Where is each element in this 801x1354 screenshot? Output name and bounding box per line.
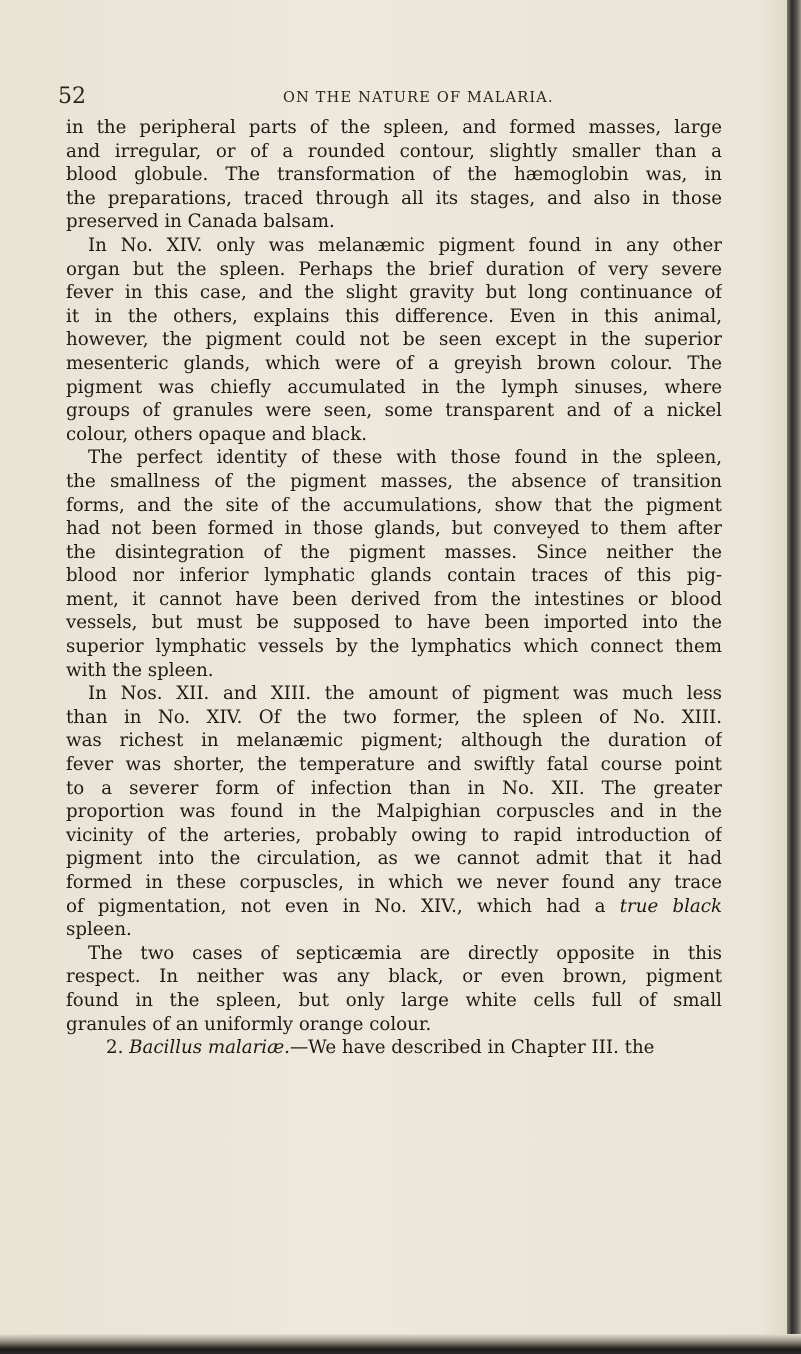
- text-line: forms, and the site of the accumulations, show that the pigment: [66, 494, 722, 516]
- text-line: the preparations, traced through all its stages, and also in those: [66, 187, 722, 209]
- page-right-edge-shadow: [787, 0, 801, 1354]
- section-title: Bacillus malariæ.: [129, 1037, 290, 1059]
- section-heading-line: [66, 1036, 722, 1060]
- text-line: blood nor inferior lymphatic glands contain traces of this pig-: [66, 565, 722, 587]
- text-line: superior lymphatic vessels by the lymphatics which connect them: [66, 636, 722, 658]
- text-line: In Nos. XII. and XIII. the amount of pigment was much less: [88, 683, 722, 705]
- text-line: mesenteric glands, which were of a greyish brown colour. The: [66, 352, 722, 374]
- section-rest: —We have described in Chapter III. the: [289, 1037, 655, 1059]
- text-line: in the peripheral parts of the spleen, and formed masses, large: [66, 117, 722, 138]
- text-line: the disintegration of the pigment masses. Since neither the: [66, 541, 722, 563]
- text-line: had not been formed in those glands, but conveyed to them after: [66, 518, 722, 540]
- text-line: The perfect identity of these with those found in the spleen,: [88, 447, 722, 469]
- text-line: groups of granules were seen, some transparent and of a nickel: [66, 400, 722, 422]
- section-number: 2.: [106, 1037, 124, 1059]
- text-line: the smallness of the pigment masses, the absence of transition: [66, 470, 722, 492]
- text-line: fever was shorter, the temperature and swiftly fatal course point: [66, 754, 722, 776]
- text-line: however, the pigment could not be seen except in the superior: [66, 329, 722, 351]
- text-line: found in the spleen, but only large white cells full of small: [66, 989, 722, 1011]
- text-fragment: of pigmentation, not even in No. XIV., which had a: [66, 895, 606, 917]
- text-line: with the spleen.: [66, 659, 214, 681]
- text-line: was richest in melanæmic pigment; although the duration of: [66, 730, 722, 752]
- text-line: pigment was chiefly accumulated in the lymph sinuses, where: [66, 376, 722, 398]
- text-line: formed in these corpuscles, in which we never found any trace: [66, 872, 722, 893]
- italic-fragment: true black: [619, 895, 722, 917]
- text-line: colour, others opaque and black.: [66, 423, 368, 445]
- text-line: The two cases of septicæmia are directly opposite in this: [88, 942, 722, 964]
- text-line: In No. XIV. only was melanæmic pigment found in any other: [88, 234, 722, 256]
- text-line: blood globule. The transformation of the hæmoglobin was, in: [66, 164, 722, 186]
- text-line: ment, it cannot have been derived from the intestines or blood: [66, 588, 722, 610]
- text-line: respect. In neither was any black, or even brown, pigment: [66, 966, 722, 988]
- text-line: to a severer form of infection than in No. XII. The greater: [66, 777, 722, 799]
- text-line-with-italic: [66, 895, 722, 919]
- text-line: than in No. XIV. Of the two former, the spleen of No. XIII.: [66, 706, 722, 728]
- text-line: it in the others, explains this difference. Even in this animal,: [66, 305, 722, 327]
- text-line: fever in this case, and the slight gravity but long continuance of: [66, 282, 722, 304]
- text-line: spleen.: [66, 919, 132, 941]
- text-line: proportion was found in the Malpighian corpuscles and in the: [66, 801, 722, 823]
- text-line: and irregular, or of a rounded contour, slightly smaller than a: [66, 140, 722, 162]
- text-line: granules of an uniformly orange colour.: [66, 1013, 432, 1035]
- running-head: ON THE NATURE OF MALARIA.: [283, 90, 554, 106]
- text-line: vicinity of the arteries, probably owing to rapid introduction of: [66, 824, 722, 846]
- text-line: vessels, but must be supposed to have been imported into the: [66, 612, 722, 634]
- page-number: 52: [58, 84, 86, 109]
- text-line: preserved in Canada balsam.: [66, 211, 335, 233]
- page-bottom-edge-shadow: [0, 1334, 801, 1354]
- page-header: [58, 84, 718, 116]
- body-text: [66, 116, 722, 1060]
- text-line: organ but the spleen. Perhaps the brief duration of very severe: [66, 258, 722, 280]
- text-line: pigment into the circulation, as we cannot admit that it had: [66, 848, 722, 870]
